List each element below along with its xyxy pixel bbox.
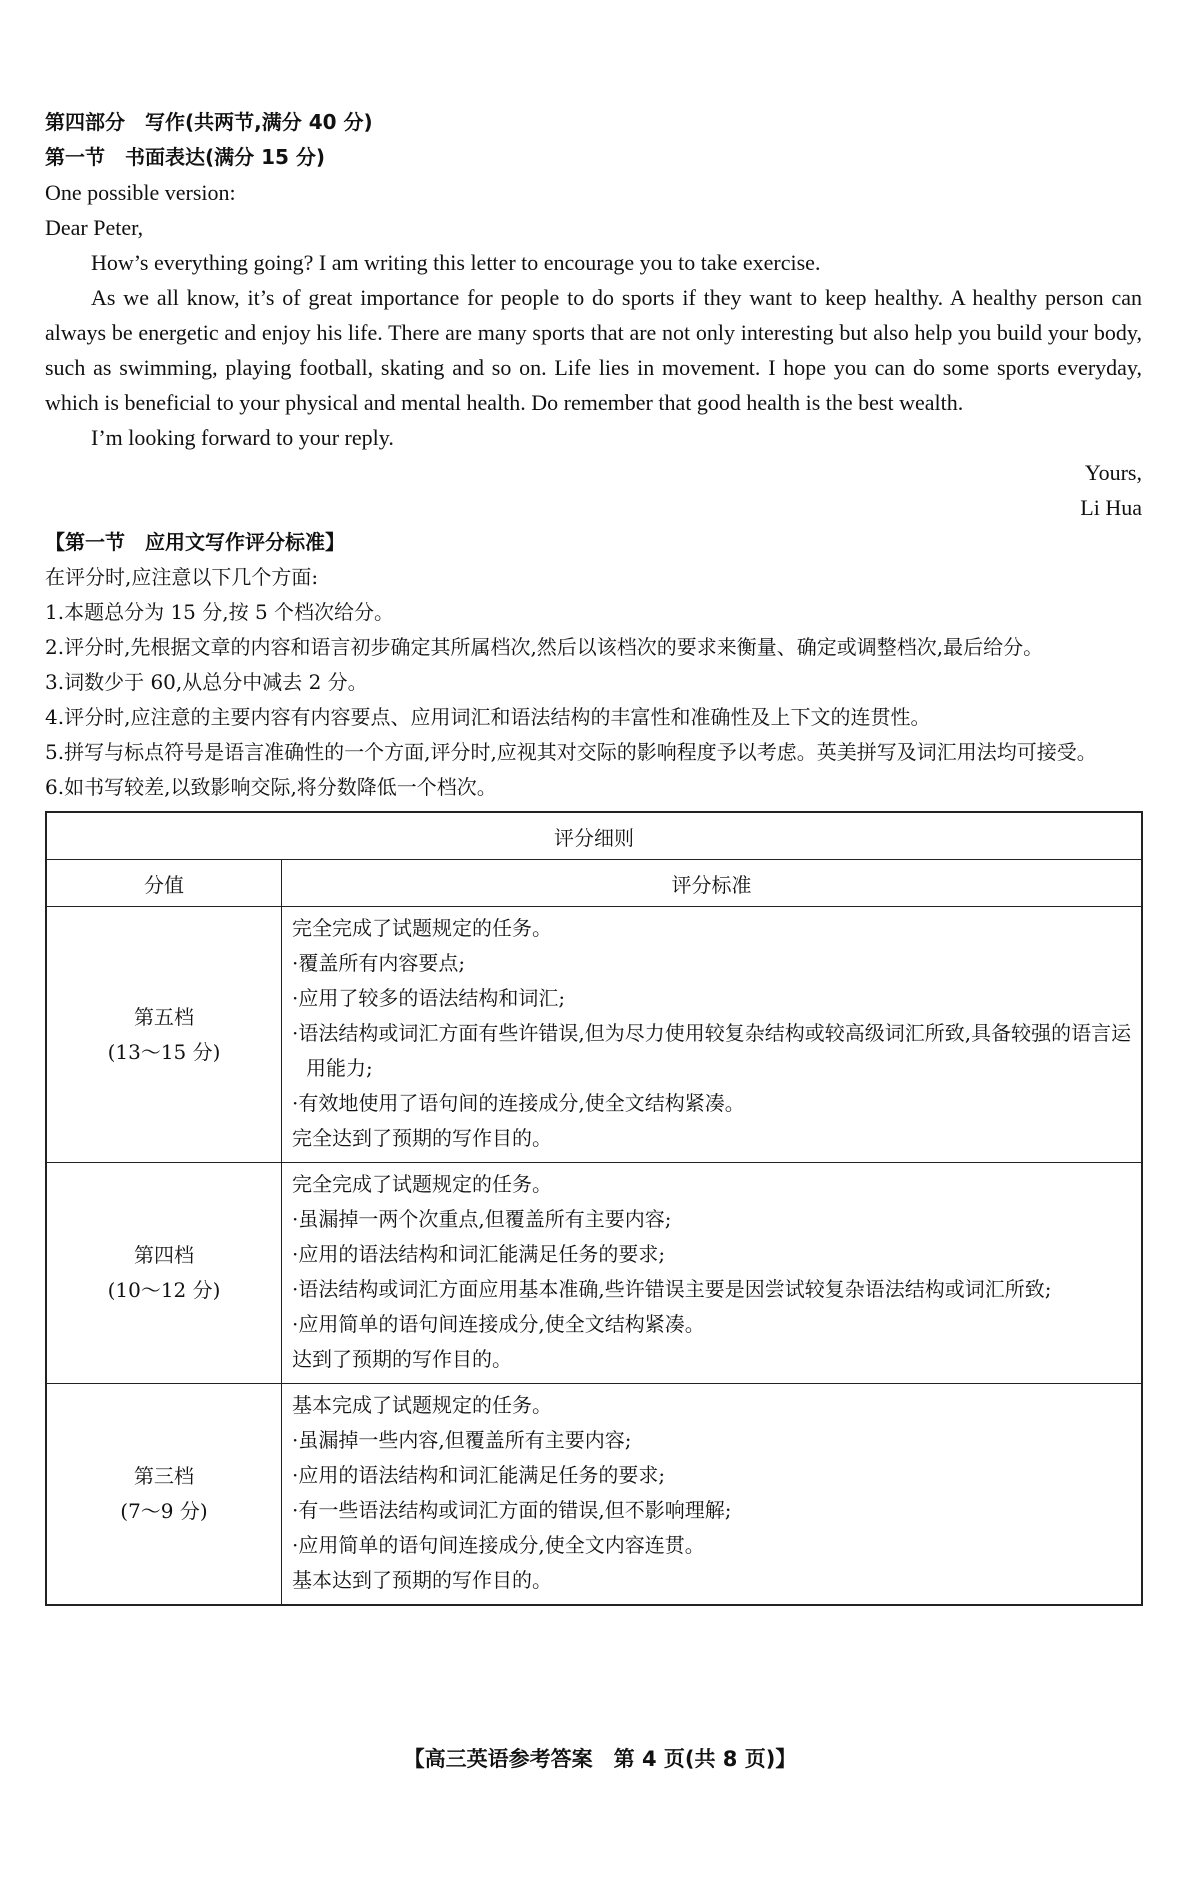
criteria-item: 4.评分时,应注意的主要内容有内容要点、应用词汇和语法结构的丰富性和准确性及上下文的连贯性。 <box>45 705 931 729</box>
criteria-item: 5.拼写与标点符号是语言准确性的一个方面,评分时,应视其对交际的影响程度予以考虑。英美拼写及词汇用法均可接受。 <box>45 740 1097 764</box>
standard-line: ·虽漏掉一些内容,但覆盖所有主要内容; <box>292 1428 632 1452</box>
level-name: 第五档 <box>134 1004 194 1029</box>
standard-line: 完全完成了试题规定的任务。 <box>292 916 552 940</box>
standard-line: ·覆盖所有内容要点; <box>292 951 466 975</box>
criteria-item: 2.评分时,先根据文章的内容和语言初步确定其所属档次,然后以该档次的要求来衡量、确定或调整档次,最后给分。 <box>45 635 1044 659</box>
standard-cell <box>282 907 1143 1163</box>
standard-line: ·有效地使用了语句间的连接成分,使全文结构紧凑。 <box>292 1091 745 1115</box>
standard-line: ·应用的语法结构和词汇能满足任务的要求; <box>292 1463 666 1487</box>
table-caption: 评分细则 <box>46 812 1142 860</box>
level-range: (7～9 分) <box>120 1499 208 1523</box>
standard-line: 基本达到了预期的写作目的。 <box>292 1568 552 1592</box>
standard-cell <box>282 1163 1143 1384</box>
sample-intro: One possible version: <box>45 180 236 205</box>
standard-cell <box>282 1384 1143 1606</box>
standard-line: ·应用简单的语句间连接成分,使全文结构紧凑。 <box>292 1312 705 1336</box>
criteria-item: 1.本题总分为 15 分,按 5 个档次给分。 <box>45 600 395 624</box>
standard-line: 达到了预期的写作目的。 <box>292 1347 512 1371</box>
letter-paragraph: As we all know, it’s of great importance for people to do sports if they want to keep healthy. A healthy person can always be energetic and enjoy his life. There are many sports that are not only interesting but also help you build your body, such as swimming, playing football, skating and so on. Life lies in movement. I hope you can do some sports everyday, which is beneficial to your physical and mental health. Do remember that good health is the best wealth. <box>45 285 1142 415</box>
scoring-table <box>45 811 1143 1606</box>
level-cell <box>46 907 282 1163</box>
scoring-criteria <box>45 525 1142 805</box>
standard-line: ·有一些语法结构或词汇方面的错误,但不影响理解; <box>292 1498 732 1522</box>
subsection-title: 第一节 书面表达(满分 15 分) <box>45 145 326 169</box>
standard-line: ·应用了较多的语法结构和词汇; <box>292 986 566 1010</box>
table-row <box>46 907 1142 1163</box>
level-range: (10～12 分) <box>107 1278 221 1302</box>
standard-line: 完全达到了预期的写作目的。 <box>292 1126 552 1150</box>
letter-salutation: Dear Peter, <box>45 215 144 240</box>
criteria-title: 【第一节 应用文写作评分标准】 <box>45 530 345 554</box>
standard-line: ·虽漏掉一两个次重点,但覆盖所有主要内容; <box>292 1207 672 1231</box>
page-footer: 【高三英语参考答案 第 4 页(共 8 页)】 <box>403 1747 797 1771</box>
letter-paragraph: I’m looking forward to your reply. <box>91 425 394 450</box>
letter-signature: Li Hua <box>1080 495 1142 520</box>
criteria-item: 6.如书写较差,以致影响交际,将分数降低一个档次。 <box>45 775 497 799</box>
criteria-intro: 在评分时,应注意以下几个方面: <box>45 565 319 589</box>
level-cell <box>46 1384 282 1606</box>
level-cell <box>46 1163 282 1384</box>
criteria-item: 3.词数少于 60,从总分中减去 2 分。 <box>45 670 368 694</box>
standard-line: ·应用的语法结构和词汇能满足任务的要求; <box>292 1242 666 1266</box>
column-header-score: 分值 <box>46 860 282 907</box>
standard-line: ·语法结构或词汇方面有些许错误,但为尽力使用较复杂结构或较高级词汇所致,具备较强的语言运用能力; <box>292 1021 1132 1080</box>
table-row <box>46 1384 1142 1606</box>
sample-letter <box>45 175 1142 525</box>
standard-line: 完全完成了试题规定的任务。 <box>292 1172 552 1196</box>
answer-page <box>45 105 1142 1606</box>
standard-line: ·语法结构或词汇方面应用基本准确,些许错误主要是因尝试较复杂语法结构或词汇所致; <box>292 1277 1052 1301</box>
letter-paragraph: How’s everything going? I am writing this letter to encourage you to take exercise. <box>91 250 821 275</box>
table-row <box>46 1163 1142 1384</box>
level-name: 第三档 <box>134 1464 194 1488</box>
letter-closing: Yours, <box>1084 460 1142 485</box>
level-name: 第四档 <box>134 1243 194 1267</box>
level-range: (13～15 分) <box>107 1039 221 1064</box>
standard-line: ·应用简单的语句间连接成分,使全文内容连贯。 <box>292 1533 705 1557</box>
column-header-standard: 评分标准 <box>282 860 1143 907</box>
standard-line: 基本完成了试题规定的任务。 <box>292 1393 552 1417</box>
section-title: 第四部分 写作(共两节,满分 40 分) <box>45 110 373 134</box>
